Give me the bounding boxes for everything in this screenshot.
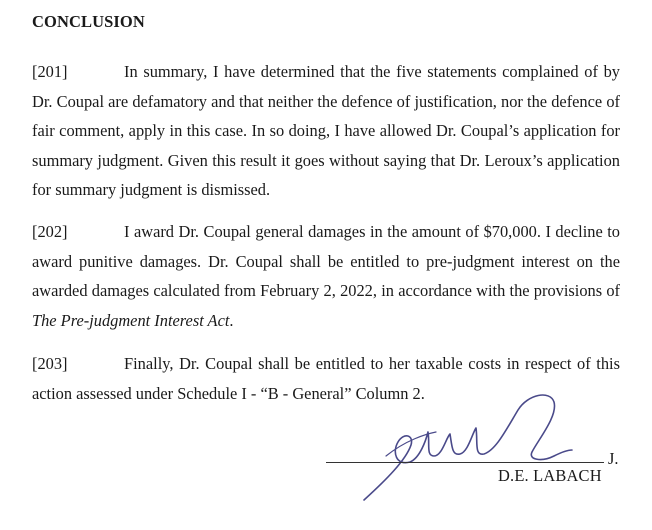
paragraph-text: In summary, I have determined that the five statements complained of by Dr. Coupal are defamatory and that neither the defence of justification, nor the defence of fair comment, apply in this case. In so doing, I have allowed Dr. Coupal’s application for summary judgment. Given this result it goes without saying that Dr. Leroux’s application for summary judgment is dismissed. xyxy=(32,62,620,199)
section-heading: CONCLUSION xyxy=(32,12,145,31)
justice-suffix: J. xyxy=(608,449,619,468)
paragraph-202 xyxy=(32,217,620,335)
paragraph-text: Finally, Dr. Coupal shall be entitled to her taxable costs in respect of this action assessed under Schedule I - “B - General” Column 2. xyxy=(32,354,620,403)
signature-line xyxy=(326,462,604,463)
paragraph-number: [201] xyxy=(32,62,68,81)
paragraph-number: [202] xyxy=(32,222,68,241)
handwritten-signature xyxy=(356,390,606,510)
paragraph-201 xyxy=(32,57,620,205)
paragraph-text: I award Dr. Coupal general damages in the amount of $70,000. I decline to award punitive damages. Dr. Coupal shall be entitled to pre-judgment interest on the awarded damages calculated from February 2, 2022, in accordance with the provisions of xyxy=(32,222,620,300)
statute-title: The Pre-judgment Interest Act xyxy=(32,310,230,330)
judge-name: D.E. LABACH xyxy=(498,466,602,485)
paragraph-number: [203] xyxy=(32,354,68,373)
paragraph-suffix: . xyxy=(229,310,234,330)
